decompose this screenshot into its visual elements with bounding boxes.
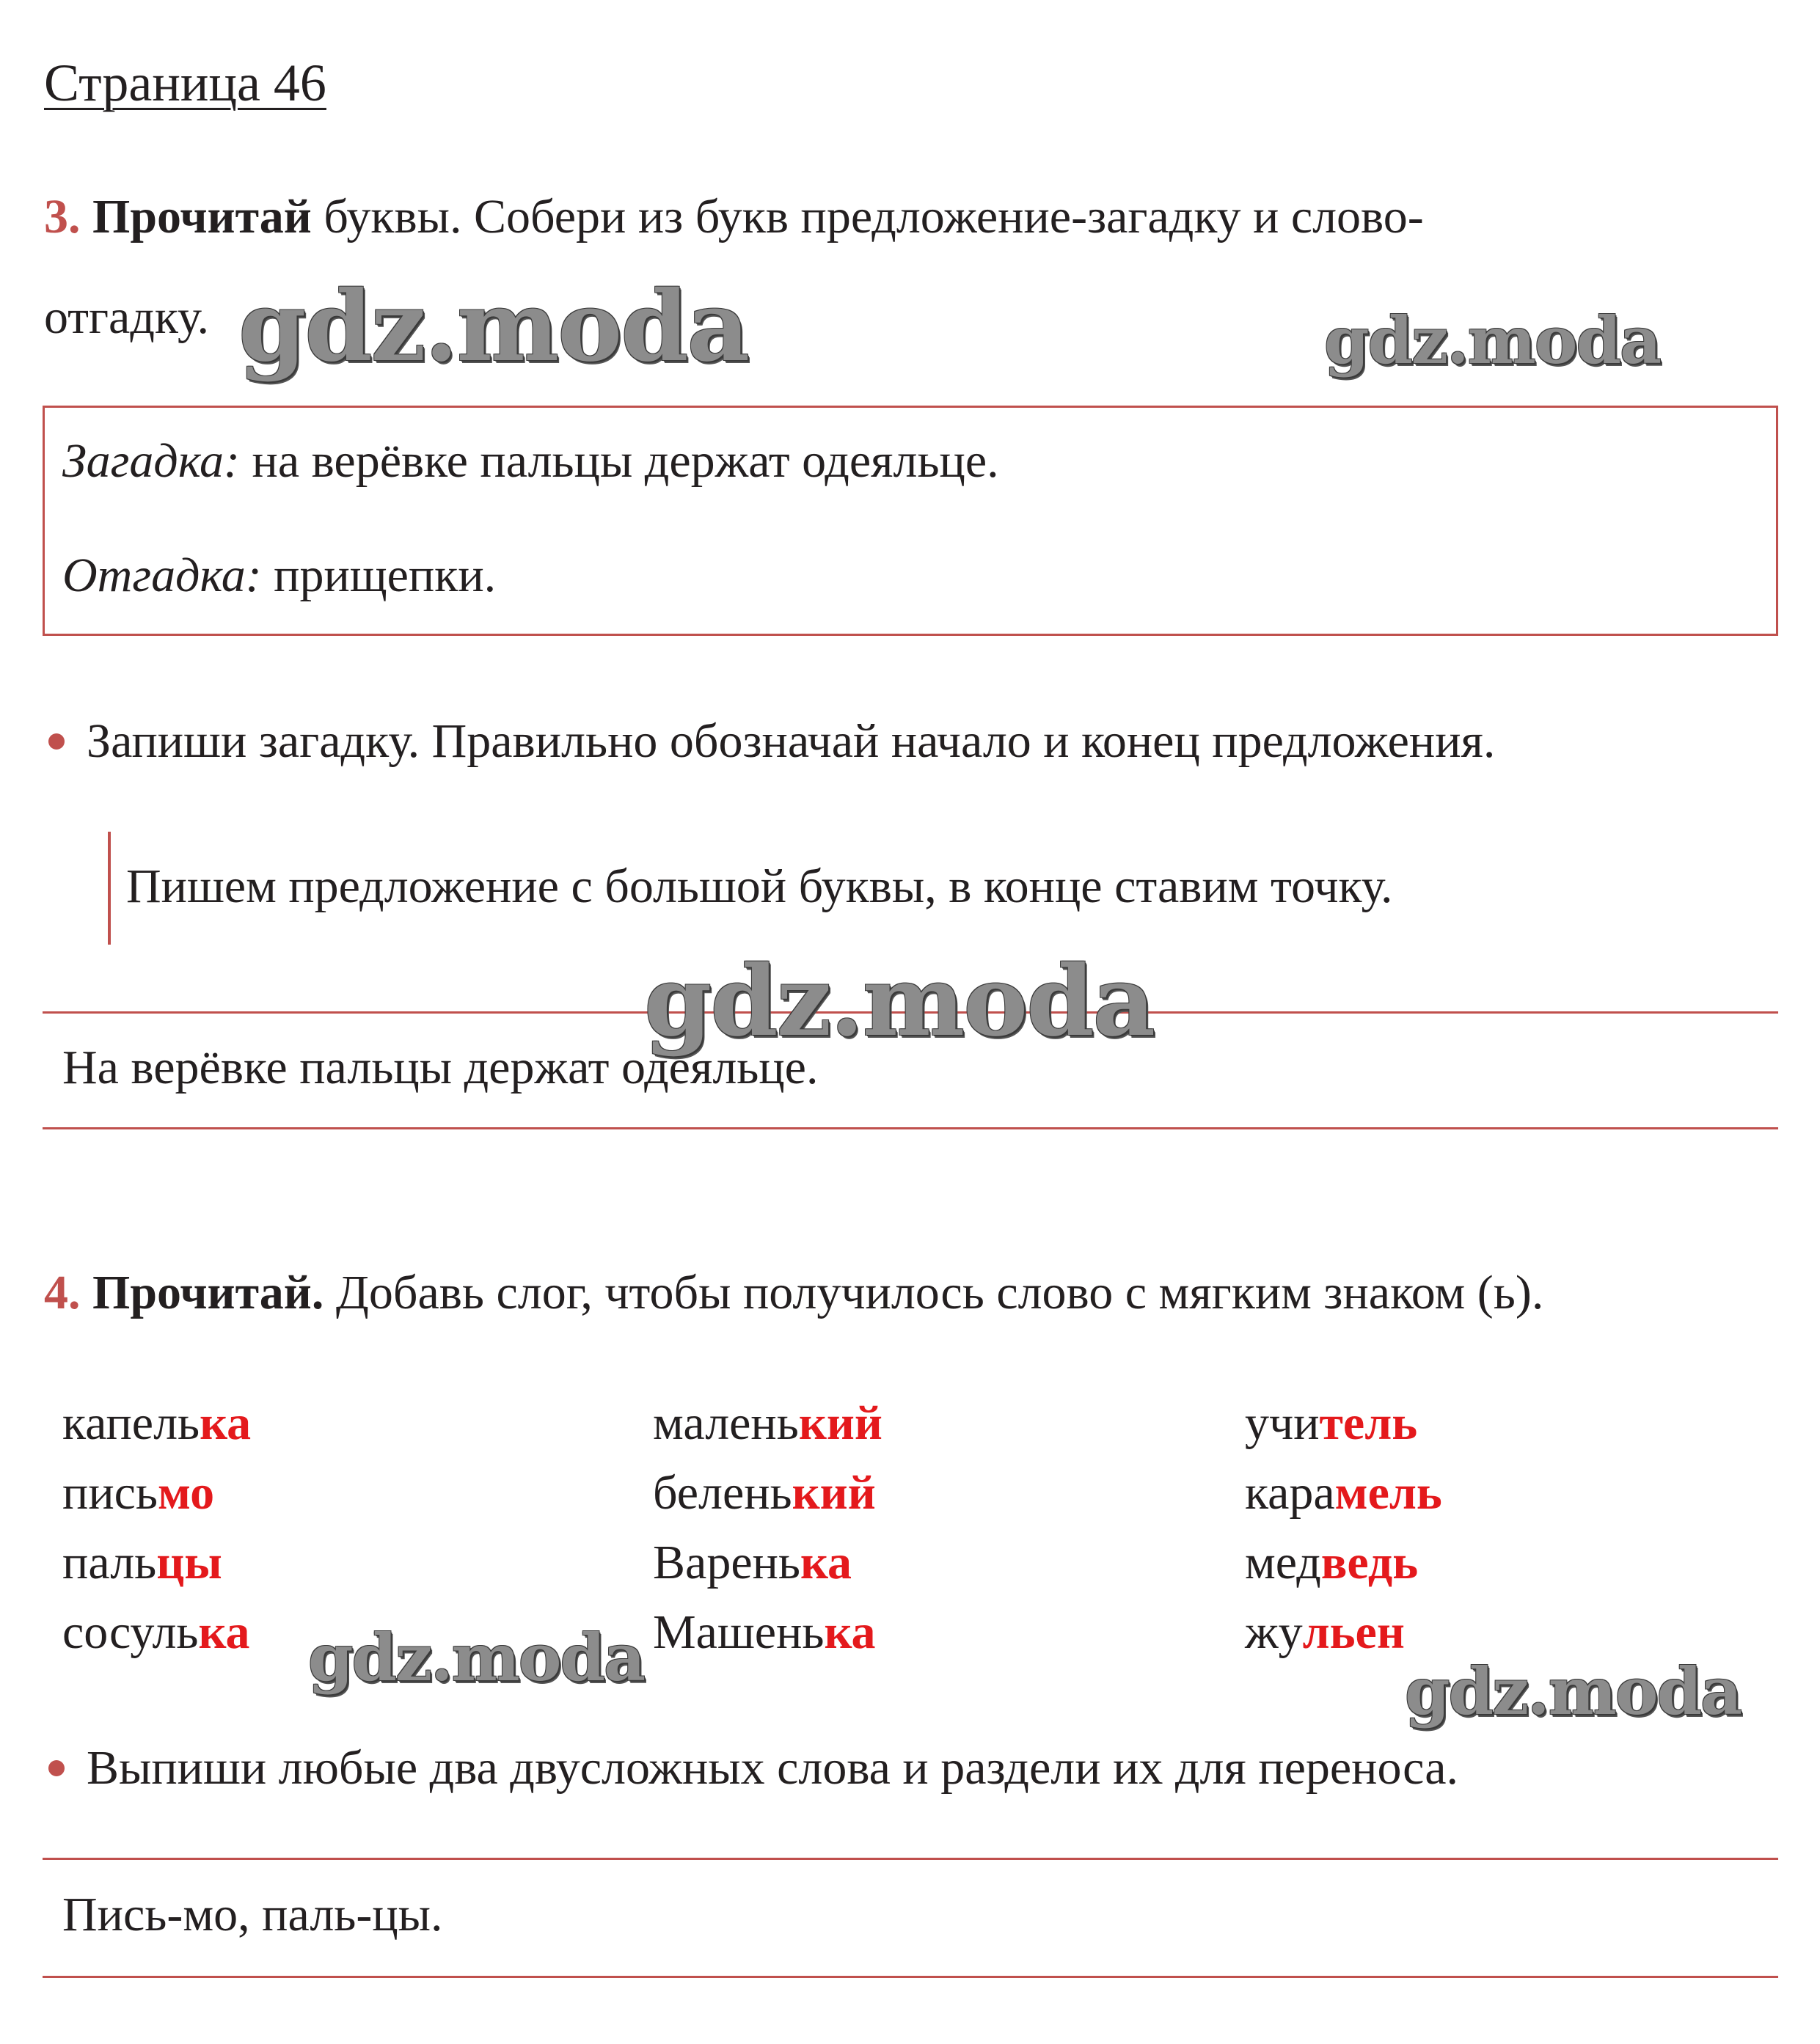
bullet-icon [48,733,65,750]
word-item: учитель [1245,1396,1418,1450]
watermark-logo: gdz.moda [1405,1653,1742,1729]
task4-bullet-text: Выпиши любые два двусложных слова и раздели их для переноса. [87,1741,1459,1795]
task3-text-line2: отгадку. [44,290,209,344]
watermark-logo: gdz.moda [308,1619,645,1696]
answer-text: прищепки. [261,549,497,602]
task3-text-line1: буквы. Собери из букв предложение-загадку и слово- [311,190,1424,243]
riddle-text: на верёвке пальцы держат одеяльце. [240,434,999,488]
riddle-line [62,434,999,488]
word-item: капелька [62,1396,252,1450]
answer-label: Отгадка: [62,549,262,602]
page-title: Страница 46 [44,54,326,112]
word-item: письмо [62,1466,215,1520]
task3-bullet-text: Запиши загадку. Правильно обозначай начало и конец предложения. [87,714,1496,768]
answer-rule-bottom [43,1976,1778,1978]
task3-heading [44,190,1424,243]
word-item: медведь [1245,1536,1419,1589]
watermark-logo: gdz.moda [238,270,749,384]
hint-text: Пишем предложение с большой буквы, в конце ставим точку. [126,860,1393,913]
answer-line [62,549,497,602]
word-item: Машенька [653,1605,876,1659]
bullet-icon [48,1760,65,1776]
riddle-label: Загадка: [62,434,241,488]
task4-heading [44,1266,1544,1319]
task4-written-answer: Пись-мо, паль-цы. [62,1888,443,1941]
task3-written-answer: На верёвке пальцы держат одеяльце. [62,1041,819,1094]
hint-bar [108,832,111,945]
word-item: карамель [1245,1466,1442,1520]
word-item: беленький [653,1466,876,1520]
word-item: Варенька [653,1536,852,1589]
task4-bold-word: Прочитай. [92,1266,324,1319]
watermark-logo: gdz.moda [1324,302,1661,378]
task4-number: 4. [44,1266,81,1319]
task3-number: 3. [44,190,81,243]
word-item: маленький [653,1396,882,1450]
answer-rule-top [43,1858,1778,1860]
task3-bold-word: Прочитай [92,190,312,243]
word-item: пальцы [62,1536,222,1589]
word-item: жульен [1245,1605,1405,1659]
task4-text: Добавь слог, чтобы получилось слово с мягким знаком (ь). [324,1266,1544,1319]
word-item: сосулька [62,1605,250,1659]
answer-rule-bottom [43,1127,1778,1129]
watermark-logo: gdz.moda [644,945,1155,1058]
